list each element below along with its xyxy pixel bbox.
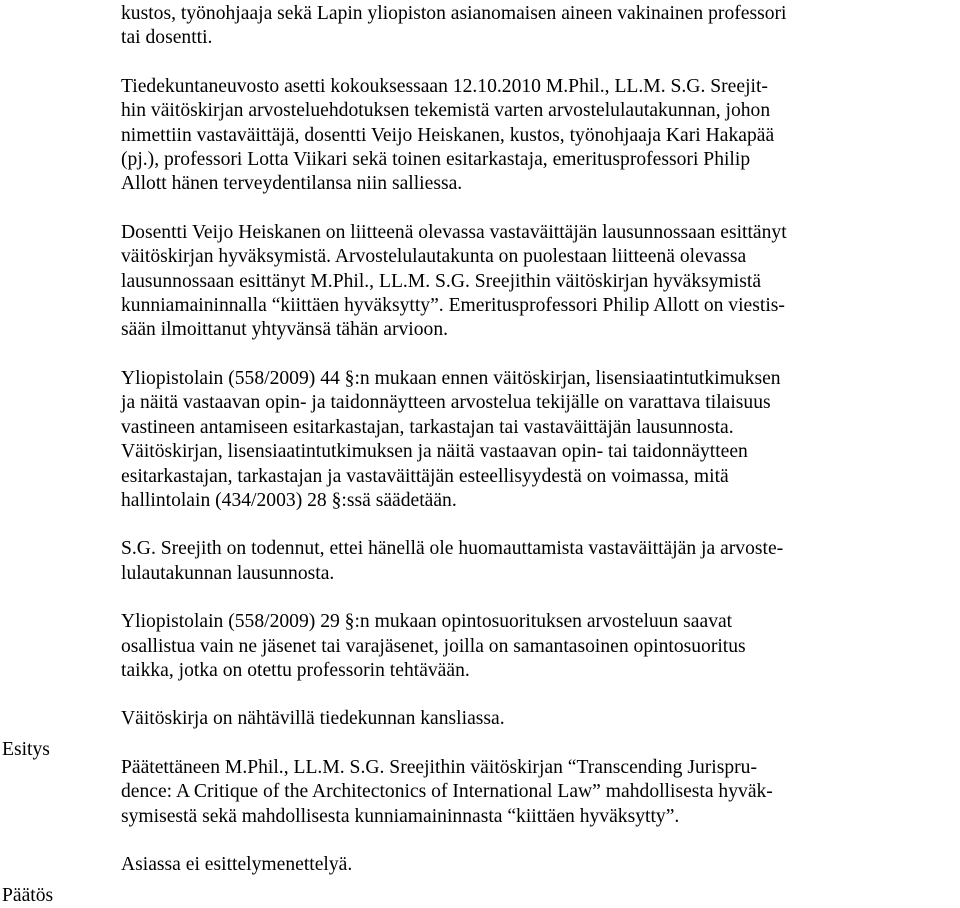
paragraph-law-29 (121, 610, 953, 683)
text-line: osallistua vain ne jäsenet tai varajäsenet, joilla on samantasoinen opintosuoritus (121, 635, 746, 657)
text-line: dence: A Critique of the Architectonics of International Law” mahdollisesta hyväk- (121, 781, 773, 803)
text-line: sään ilmoittanut yhtyvänsä tähän arvioon. (121, 319, 449, 341)
text-line: Päätettäneen M.Phil., LL.M. S.G. Sreejithin väitöskirjan “Transcending Jurispru- (121, 756, 757, 778)
margin-label-paatos: Päätös (2, 885, 54, 906)
paragraph-sreejith-confirmed (121, 537, 953, 586)
text-line: Väitöskirjan, lisensiaatintutkimuksen ja näitä vastaavan opin- tai taidonnäytteen (121, 441, 748, 463)
paragraph-chancellery (121, 707, 953, 731)
paragraph-proposal (121, 756, 953, 829)
text-line: taikka, jotka on otettu professorin tehtävään. (121, 659, 470, 681)
paragraph-statements (121, 221, 953, 343)
text-line: lulautakunnan lausunnosta. (121, 562, 335, 584)
text-line: Tiedekuntaneuvosto asetti kokouksessaan 12.10.2010 M.Phil., LL.M. S.G. Sreejit- (121, 75, 768, 97)
paragraph-no-presentation (121, 853, 953, 877)
text-line: Dosentti Veijo Heiskanen on liitteenä olevassa vastaväittäjän lausunnossaan esittänyt (121, 221, 787, 243)
text-line: symisestä sekä mahdollisesta kunniamaininnasta “kiittäen hyväksytty”. (121, 805, 680, 827)
text-line: kustos, työnohjaaja sekä Lapin yliopiston asianomaisen aineen vakinainen professori (121, 3, 787, 24)
text-line: ja näitä vastaavan opin- ja taidonnäytteen arvostelua tekijälle on varattava tilaisuus (121, 392, 771, 414)
document-body (121, 2, 953, 901)
text-line: esitarkastajan, tarkastajan ja vastaväittäjän esteellisyydestä on voimassa, mitä (121, 465, 729, 487)
text-line: Asiassa ei esittelymenettelyä. (121, 853, 353, 875)
text-line: tai dosentti. (121, 27, 213, 49)
paragraph-intro-tail (121, 2, 953, 51)
text-line: (pj.), professori Lotta Viikari sekä toinen esitarkastaja, emeritusprofessori Philip (121, 149, 751, 171)
text-line: kunniamaininnalla “kiittäen hyväksytty”. Emeritusprofessori Philip Allott on viestis- (121, 295, 785, 317)
text-line: vastineen antamiseen esitarkastajan, tarkastajan tai vastaväittäjän lausunnosta. (121, 416, 734, 438)
text-line: S.G. Sreejith on todennut, ettei hänellä ole huomauttamista vastaväittäjän ja arvoste- (121, 538, 784, 560)
text-line: nimettiin vastaväittäjä, dosentti Veijo Heiskanen, kustos, työnohjaaja Kari Hakapää (121, 124, 775, 146)
margin-label-esitys: Esitys (2, 739, 50, 760)
paragraph-faculty-council (121, 75, 953, 197)
paragraph-law-44 (121, 367, 953, 513)
text-line: hin väitöskirjan arvosteluehdotuksen tekemistä varten arvostelulautakunnan, johon (121, 100, 771, 122)
text-line: Yliopistolain (558/2009) 44 §:n mukaan ennen väitöskirjan, lisensiaatintutkimuksen (121, 367, 781, 389)
text-line: Väitöskirja on nähtävillä tiedekunnan kansliassa. (121, 708, 505, 730)
text-line: lausunnossaan esittänyt M.Phil., LL.M. S.G. Sreejithin väitöskirjan hyväksymistä (121, 270, 762, 292)
text-line: väitöskirjan hyväksymistä. Arvostelulautakunta on puolestaan liitteenä olevassa (121, 246, 747, 268)
text-line: Yliopistolain (558/2009) 29 §:n mukaan opintosuorituksen arvosteluun saavat (121, 611, 733, 633)
text-line: hallintolain (434/2003) 28 §:ssä säädetään. (121, 489, 457, 511)
text-line: Allott hänen terveydentilansa niin salliessa. (121, 173, 463, 195)
